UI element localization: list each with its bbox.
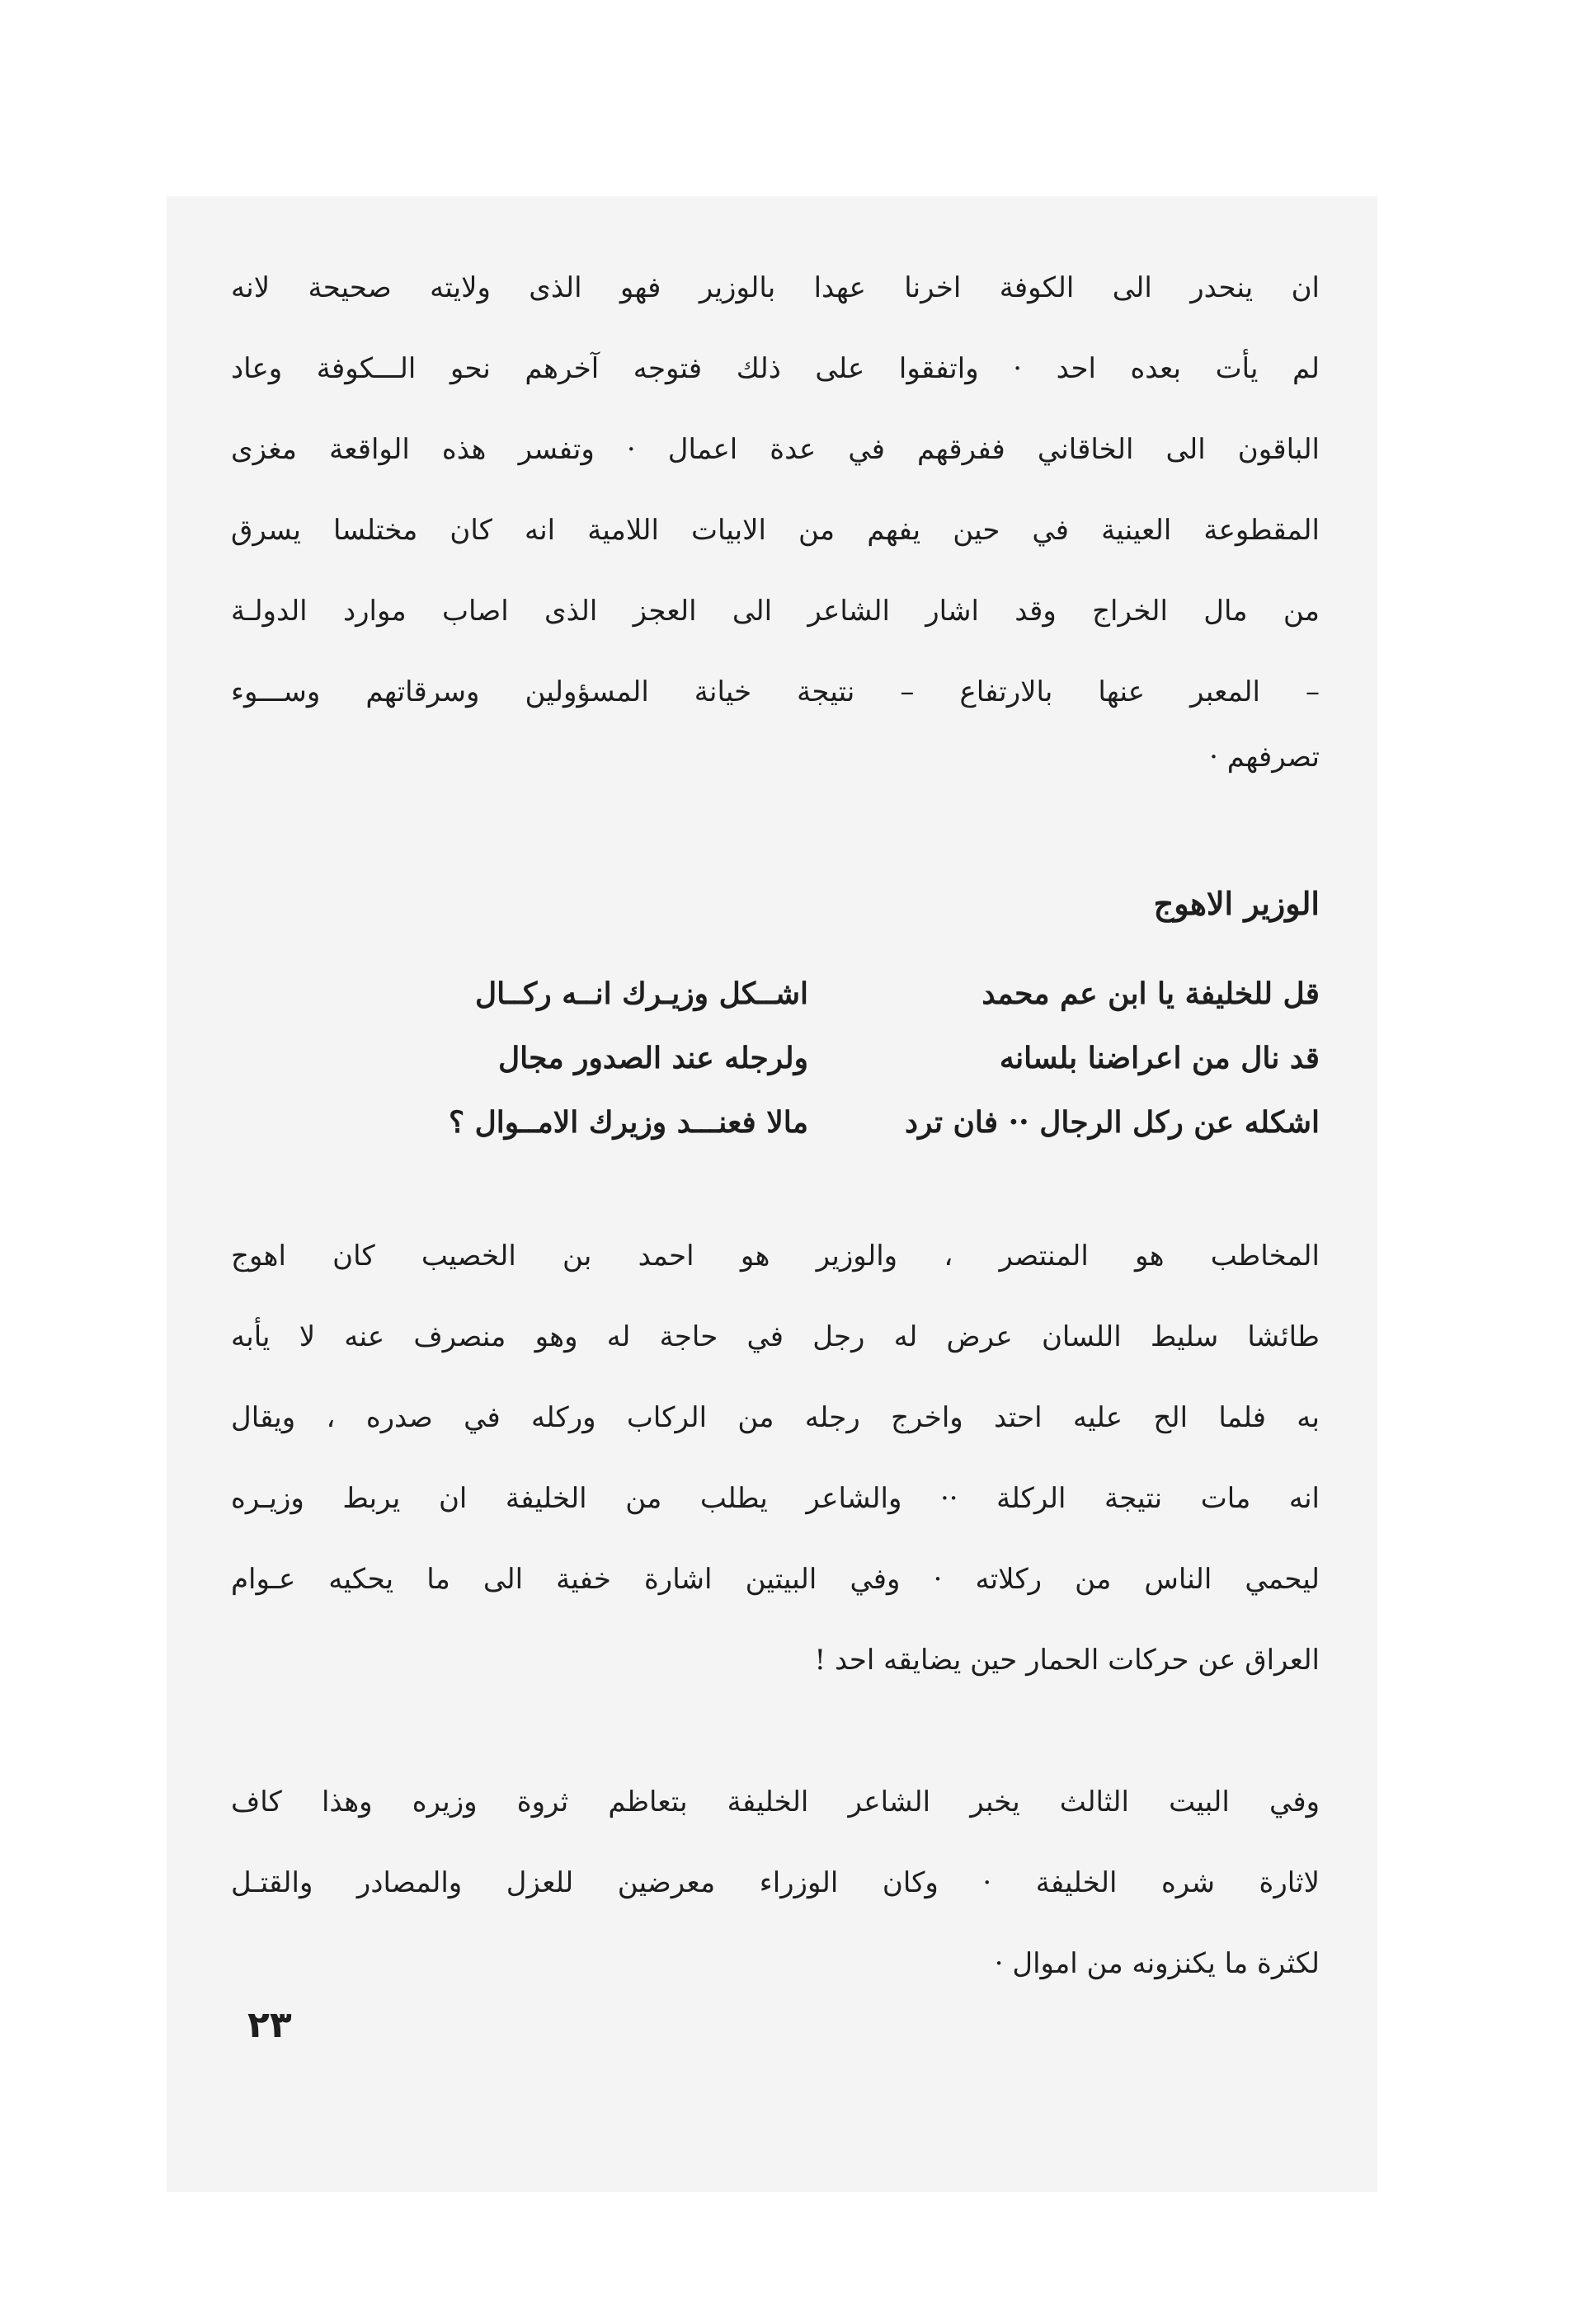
paragraph-1 <box>231 247 1320 782</box>
text-line: لاثارة شره الخليفة · وكان الوزراء معرضين للعزل والمصادر والقتـل <box>231 1866 1320 1899</box>
text-line: لكثرة ما يكنزونه من اموال · <box>994 1947 1320 1980</box>
verse-second-hemistich: اشــكل وزيـرك انــه ركــال <box>474 976 808 1011</box>
text-line: تصرفهم · <box>1209 741 1320 774</box>
text-line: المخاطب هو المنتصر ، والوزير هو احمد بن الخصيب كان اهوج <box>231 1240 1320 1273</box>
section-heading: الوزير الاهوج <box>1153 885 1320 922</box>
page-number: ٢٣ <box>247 2004 292 2046</box>
verse-second-hemistich: مالا فعنـــد وزيرك الامــوال ؟ <box>449 1105 808 1140</box>
verse-first-hemistich: قل للخليفة يا ابن عم محمد <box>981 976 1320 1011</box>
text-line: وفي البيت الثالث يخبر الشاعر الخليفة بتعاظم ثروة وزيره وهذا كاف <box>231 1785 1320 1818</box>
poem <box>231 962 1320 1155</box>
text-line: به فلما الح عليه احتد واخرج رجله من الركاب وركله في صدره ، ويقال <box>231 1401 1320 1434</box>
paragraph-3 <box>231 1762 1320 2004</box>
verse-second-hemistich: ولرجله عند الصدور مجال <box>497 1041 808 1075</box>
poem-verse <box>231 1026 1320 1090</box>
verse-first-hemistich: اشكله عن ركل الرجال ·· فان ترد <box>905 1105 1320 1140</box>
text-line: – المعبر عنها بالارتفاع – نتيجة خيانة المسؤولين وسرقاتهم وســـوء <box>231 675 1320 708</box>
text-line: العراق عن حركات الحمار حين يضايقه احد ! <box>814 1644 1320 1677</box>
text-line: لم يأت بعده احد · واتفقوا على ذلك فتوجه آخرهم نحو الـــكوفة وعاد <box>231 352 1320 385</box>
text-line: الباقون الى الخاقاني ففرقهم في عدة اعمال · وتفسر هذه الواقعة مغزى <box>231 433 1320 466</box>
verse-first-hemistich: قد نال من اعراضنا بلسانه <box>999 1041 1320 1075</box>
text-line: ليحمي الناس من ركلاته · وفي البيتين اشارة خفية الى ما يحكيه عـوام <box>231 1563 1320 1596</box>
text-line: المقطوعة العينية في حين يفهم من الابيات اللامية انه كان مختلسا يسرق <box>231 514 1320 547</box>
text-line: من مال الخراج وقد اشار الشاعر الى العجز الذى اصاب موارد الدولـة <box>231 595 1320 628</box>
paragraph-2 <box>231 1216 1320 1701</box>
text-line: ان ينحدر الى الكوفة اخرنا عهدا بالوزير فهو الذى ولايته صحيحة لانه <box>231 271 1320 304</box>
poem-verse <box>231 962 1320 1026</box>
text-line: انه مات نتيجة الركلة ·· والشاعر يطلب من الخليفة ان يربط وزيـره <box>231 1482 1320 1515</box>
page-body <box>231 247 1320 2004</box>
poem-verse <box>231 1090 1320 1155</box>
text-line: طائشا سليط اللسان عرض له رجل في حاجة له وهو منصرف عنه لا يأبه <box>231 1320 1320 1353</box>
